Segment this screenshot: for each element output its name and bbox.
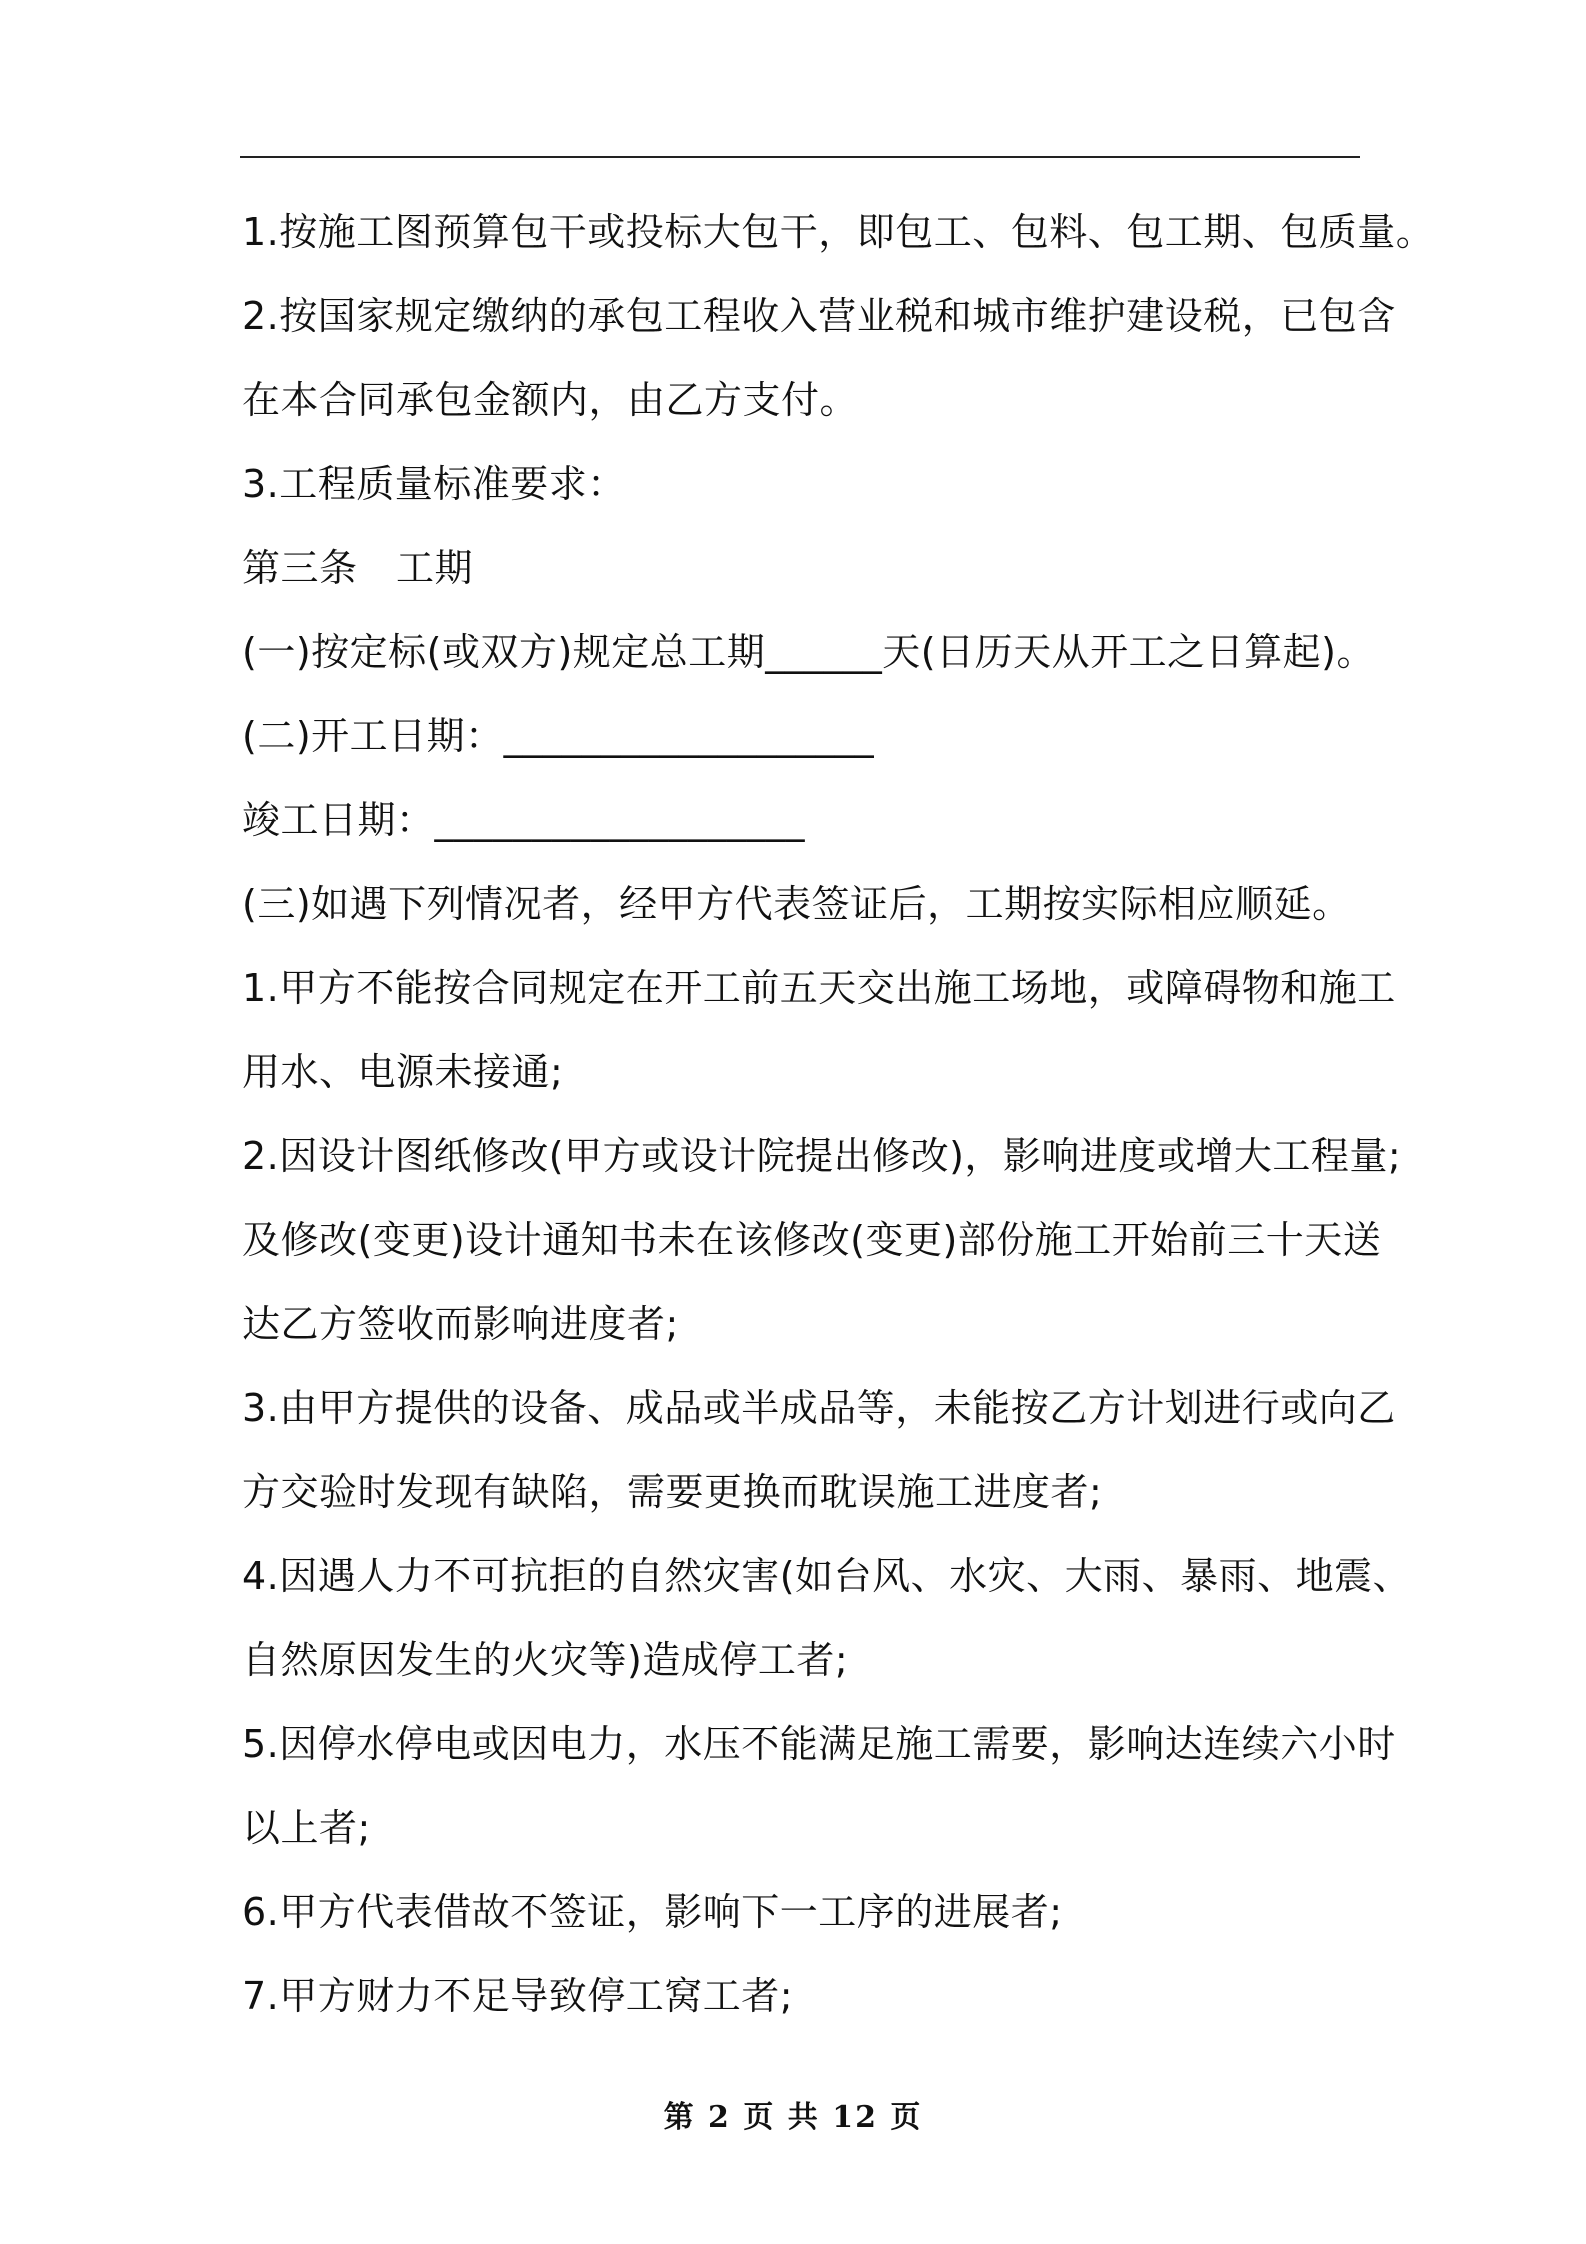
- text-line: 3.工程质量标准要求：: [242, 462, 626, 506]
- text-line: 5.因停水停电或因电力，水压不能满足施工需要，影响达连续六小时: [242, 1722, 1396, 1766]
- document-body: [242, 190, 1435, 2038]
- text-line: 2.因设计图纸修改(甲方或设计院提出修改)，影响进度或增大工程量;: [242, 1134, 1402, 1178]
- text-line: 用水、电源未接通;: [242, 1050, 564, 1094]
- text-line: 4.因遇人力不可抗拒的自然灾害(如台风、水灾、大雨、暴雨、地震、: [242, 1554, 1412, 1598]
- text-line: 以上者;: [242, 1806, 371, 1850]
- text-line: 1.按施工图预算包干或投标大包干，即包工、包料、包工期、包质量。: [242, 210, 1435, 254]
- text-line: (一)按定标(或双方)规定总工期______天(日历天从开工之日算起)。: [242, 630, 1375, 674]
- text-line: 在本合同承包金额内，由乙方支付。: [242, 378, 859, 422]
- header-rule: [240, 156, 1360, 158]
- text-line: 自然原因发生的火灾等)造成停工者;: [242, 1638, 849, 1682]
- text-line: (三)如遇下列情况者，经甲方代表签证后，工期按实际相应顺延。: [242, 882, 1351, 926]
- text-line: 方交验时发现有缺陷，需要更换而耽误施工进度者;: [242, 1470, 1103, 1514]
- text-line: 竣工日期：___________________: [242, 798, 806, 842]
- text-line: 1.甲方不能按合同规定在开工前五天交出施工场地，或障碍物和施工: [242, 966, 1396, 1010]
- text-line: 7.甲方财力不足导致停工窝工者;: [242, 1974, 794, 2018]
- text-line: 3.由甲方提供的设备、成品或半成品等，未能按乙方计划进行或向乙: [242, 1386, 1396, 1430]
- section-heading: 第三条 工期: [242, 546, 474, 590]
- page-number-footer: 第 2 页 共 12 页: [663, 2100, 923, 2135]
- text-line: 及修改(变更)设计通知书未在该修改(变更)部份施工开始前三十天送: [242, 1218, 1382, 1262]
- text-line: 达乙方签收而影响进度者;: [242, 1302, 679, 1346]
- text-line: (二)开工日期：___________________: [242, 714, 875, 758]
- text-line: 6.甲方代表借故不签证，影响下一工序的进展者;: [242, 1890, 1063, 1934]
- text-line: 2.按国家规定缴纳的承包工程收入营业税和城市维护建设税，已包含: [242, 294, 1396, 338]
